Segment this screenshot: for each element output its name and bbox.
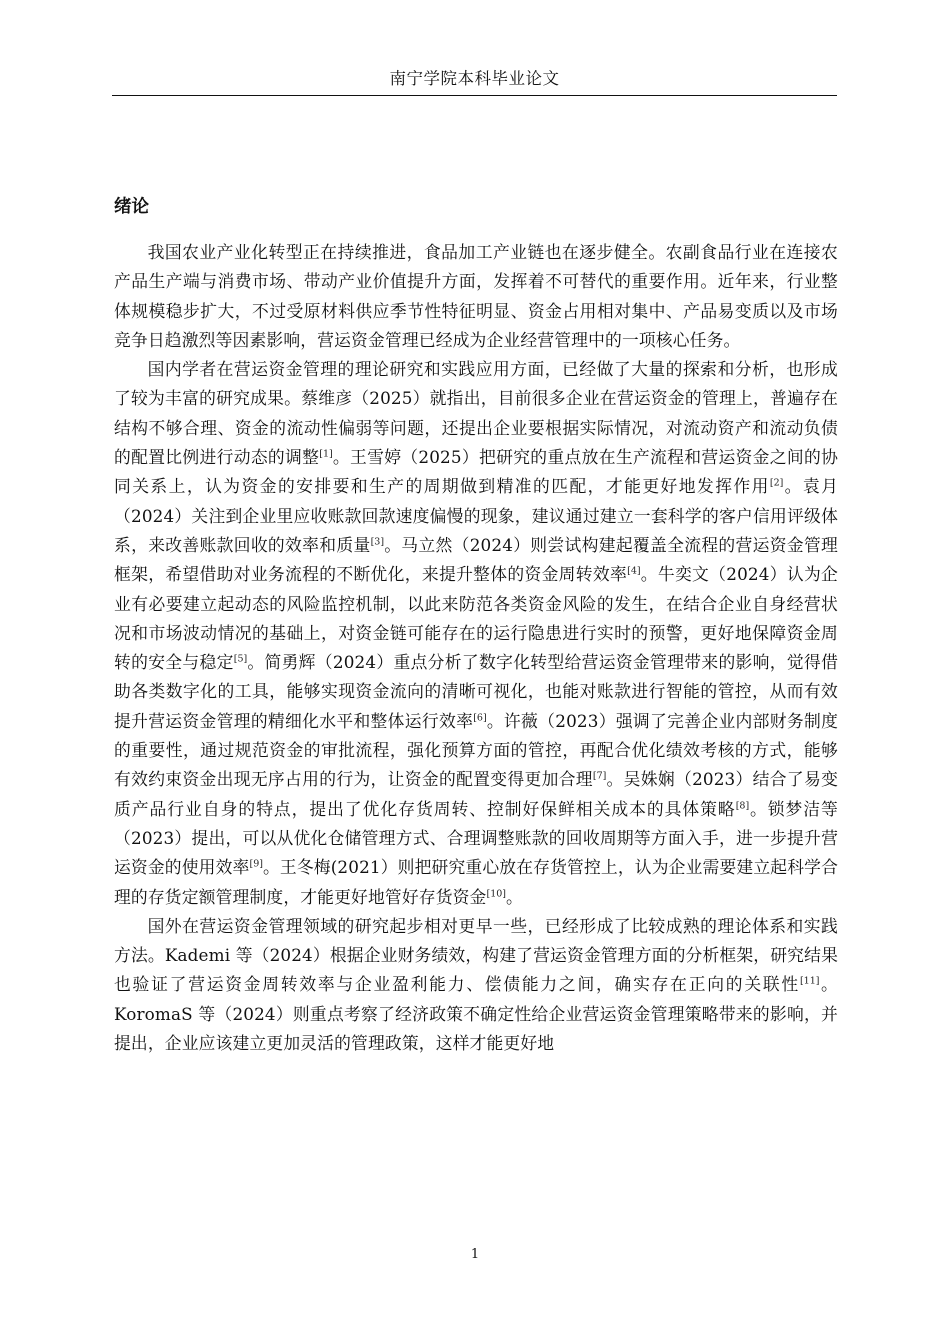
- paragraph-text: 。许薇（2023）强调了完善企业内部财务制度的重要性，通过规范资金的审批流程，强化预算方面的管控，再配合优化绩效考核的方式，能够有效约束资金出现无序占用的行为，让资金的配置变得更加合理: [114, 710, 839, 790]
- citation-marker: [6]: [473, 712, 487, 724]
- section-title: 绪论: [114, 197, 149, 217]
- paragraph-text: 。: [506, 886, 523, 907]
- paragraph-text: 。KoromaS 等（2024）则重点考察了经济政策不确定性给企业营运资金管理策略带来的影响，并提出，企业应该建立更加灵活的管理政策，这样才能更好地: [114, 974, 838, 1054]
- paragraph-text: 。马立然（2024）则尝试构建起覆盖全流程的营运资金管理框架，希望借助对业务流程的不断优化，来提升整体的资金周转效率: [114, 534, 838, 585]
- citation-marker: [4]: [627, 565, 641, 577]
- paragraph-text: 。简勇辉（2024）重点分析了数字化转型给营运资金管理带来的影响，觉得借助各类数字化的工具，能够实现资金流向的清晰可视化，也能对账款进行智能的管控，从而有效提升营运资金管理的精细化水平和整体运行效率: [114, 652, 838, 731]
- paragraph-text: 。袁月（2024）关注到企业里应收账款回款速度偏慢的现象，建议通过建立一套科学的客户信用评级体系，来改善账款回收的效率和质量: [114, 476, 838, 555]
- body-paragraph: [114, 912, 838, 1058]
- paragraph-text: 国内学者在营运资金管理的理论研究和实践应用方面，已经做了大量的探索和分析，也形成了较为丰富的研究成果。蔡维彦（2025）就指出，目前很多企业在营运资金的管理上，普遍存在结构不够合理、资金的流动性偏弱等问题，还提出企业要根据实际情况，对流动资产和流动负债的配置比例进行动态的调整: [114, 359, 838, 468]
- paragraph-text: 。王雪婷（2025）把研究的重点放在生产流程和营运资金之间的协同关系上，认为资金的安排要和生产的周期做到精准的匹配，才能更好地发挥作用: [114, 447, 838, 497]
- citation-marker: [10]: [486, 887, 507, 899]
- header-rule: [112, 95, 837, 96]
- page-number: 1: [470, 1247, 480, 1262]
- paragraph-text: 。王冬梅(2021）则把研究重心放在存货管控上，认为企业需要建立起科学合理的存货定额管理制度，才能更好地管好存货资金: [114, 857, 839, 907]
- paragraph-text: 。锁梦洁等（2023）提出，可以从优化仓储管理方式、合理调整账款的回收周期等方面入手，进一步提升营运资金的使用效率: [114, 798, 838, 878]
- paragraph-text: 我国农业产业化转型正在持续推进，食品加工产业链也在逐步健全。农副食品行业在连接农产品生产端与消费市场、带动产业价值提升方面，发挥着不可替代的重要作用。近年来，行业整体规模稳步扩大，不过受原材料供应季节性特征明显、资金占用相对集中、产品易变质以及市场竞争日趋激烈等因素影响，营运资金管理已经成为企业经营管理中的一项核心任务。: [114, 242, 838, 350]
- body-paragraph: [114, 355, 838, 912]
- citation-marker: [2]: [769, 477, 784, 489]
- citation-marker: [11]: [799, 975, 820, 987]
- running-header: 南宁学院本科毕业论文: [389, 69, 560, 88]
- citation-marker: [8]: [735, 800, 750, 812]
- citation-marker: [1]: [319, 448, 333, 460]
- body-text: [114, 238, 838, 1058]
- paragraph-text: 国外在营运资金管理领域的研究起步相对更早一些，已经形成了比较成熟的理论体系和实践方法。Kademi 等（2024）根据企业财务绩效，构建了营运资金管理方面的分析框架，研究结果也验证了营运资金周转效率与企业盈利能力、偿债能力之间，确实存在正向的关联性: [114, 915, 838, 995]
- body-paragraph: [114, 238, 838, 355]
- citation-marker: [7]: [592, 770, 607, 782]
- citation-marker: [5]: [233, 653, 248, 665]
- paragraph-text: 。吴姝娴（2023）结合了易变质产品行业自身的特点，提出了优化存货周转、控制好保鲜相关成本的具体策略: [114, 769, 838, 819]
- citation-marker: [3]: [370, 536, 385, 548]
- paragraph-text: 。牛奕文（2024）认为企业有必要建立起动态的风险监控机制，以此来防范各类资金风险的发生，在结合企业自身经营状况和市场波动情况的基础上，对资金链可能存在的运行隐患进行实时的预警，更好地保障资金周转的安全与稳定: [114, 564, 838, 673]
- citation-marker: [9]: [249, 858, 263, 870]
